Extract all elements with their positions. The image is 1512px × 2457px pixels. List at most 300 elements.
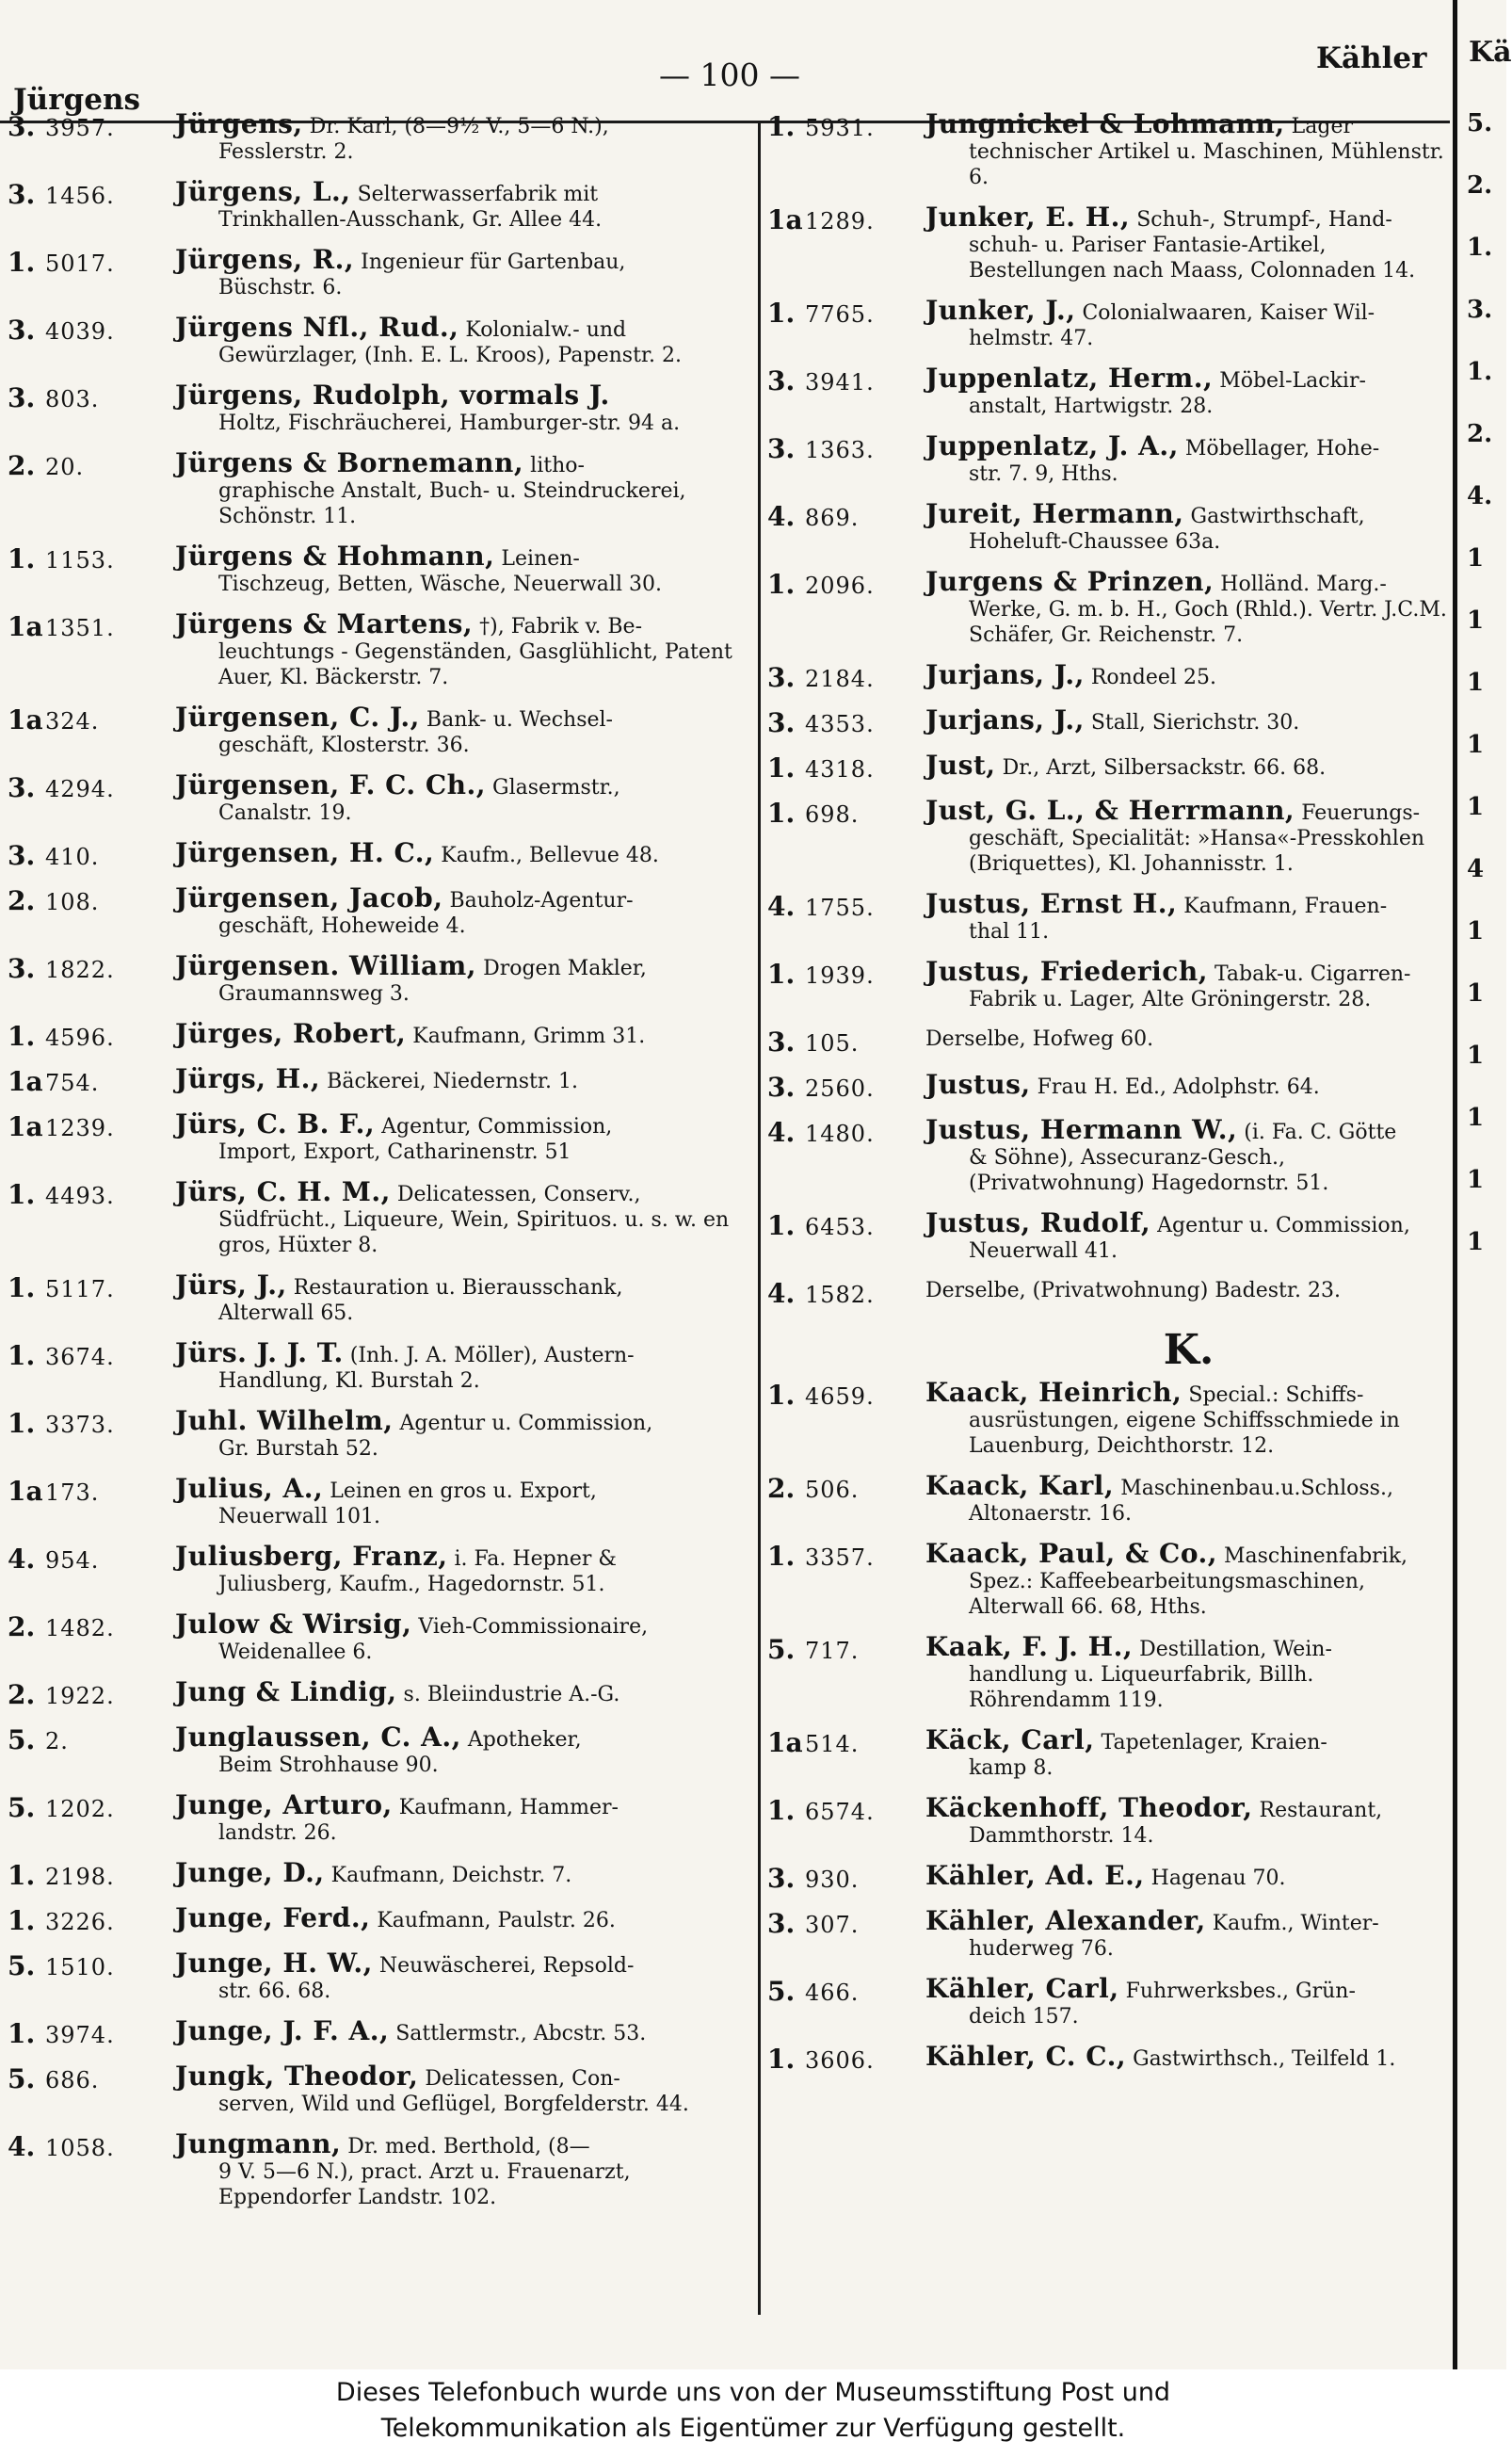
directory-entry [767, 430, 1450, 487]
entry-details: Bank- u. Wechsel- [426, 708, 613, 732]
phone-number: 869. [805, 505, 860, 531]
entry-number [8, 179, 175, 210]
edge-exchange-code: 1 [1467, 669, 1485, 697]
edge-exchange-code: 2. [1467, 420, 1493, 448]
directory-entry [8, 1337, 751, 1394]
page-number: — 100 — [659, 57, 800, 93]
directory-entry [767, 795, 1450, 877]
subscriber-name: Kähler, Alexander, [925, 1905, 1206, 1936]
subscriber-name: Kähler, C. C., [925, 2041, 1127, 2072]
entry-first-line [175, 1857, 751, 1888]
directory-entry [8, 837, 751, 871]
phone-number: 3606. [805, 2047, 875, 2074]
phone-number: 1480. [805, 1121, 875, 1147]
entry-details: Kaufmann, Hammer- [398, 1796, 619, 1819]
phone-number: 4596. [45, 1025, 115, 1051]
exchange-code: 3. [767, 662, 796, 693]
entry-first-line [925, 1538, 1450, 1569]
entry-first-line [925, 1792, 1450, 1823]
subscriber-name: Jureit, Hermann, [925, 498, 1184, 529]
directory-entry [8, 2128, 751, 2210]
subscriber-name: Jürs, C. H. M., [175, 1176, 391, 1207]
entry-details: Agentur, Commission, [381, 1115, 613, 1139]
entry-body [175, 769, 751, 826]
entry-details: Restauration u. Bierausschank, [293, 1276, 623, 1300]
directory-entry [8, 244, 751, 300]
left-column [8, 108, 751, 2224]
directory-entry [767, 888, 1450, 945]
phone-number: 1202. [45, 1796, 115, 1822]
entry-continuation: Neuerwall 101. [218, 1505, 380, 1528]
entry-number [8, 840, 175, 871]
entry-first-line [175, 2015, 751, 2046]
entry-number [767, 569, 925, 600]
directory-entry [8, 882, 751, 939]
entry-continuation: str. 7. 9, Hths. [969, 462, 1118, 486]
exchange-code: 3. [767, 433, 796, 464]
entry-details: Frau H. Ed., Adolphstr. 64. [1037, 1075, 1320, 1099]
entry-number [8, 111, 175, 142]
entry-details: i. Fa. Hepner & [454, 1547, 617, 1571]
entry-number [8, 885, 175, 916]
exchange-code: 1. [8, 1179, 36, 1210]
entry-number [767, 111, 925, 142]
entry-details: Sattlermstr., Abcstr. 53. [395, 2022, 647, 2045]
entry-body [925, 1905, 1450, 1962]
entry-body [925, 1377, 1450, 1459]
directory-entry [767, 1905, 1450, 1962]
entry-number [8, 1272, 175, 1303]
phone-number: 5931. [805, 115, 875, 141]
exchange-code: 1a [8, 1066, 43, 1097]
entry-body [175, 2015, 751, 2046]
entry-details: Colonialwaaren, Kaiser Wil- [1082, 301, 1375, 325]
entry-details: Lager [1291, 115, 1354, 138]
exchange-code: 1. [8, 1021, 36, 1052]
exchange-code: 4. [8, 2131, 36, 2162]
directory-entry [767, 1860, 1450, 1894]
entry-details: Glasermstr., [492, 776, 620, 800]
directory-entry [767, 1973, 1450, 2029]
subscriber-name: Junge, H. W., [175, 1948, 373, 1979]
exchange-code: 1. [767, 1795, 796, 1826]
entry-continuation: graphische Anstalt, Buch- u. Steindruckerei, Schönstr. 11. [218, 479, 686, 528]
directory-entry [767, 1377, 1450, 1459]
entry-details: Dr., Arzt, Silbersackstr. 66. 68. [1002, 756, 1327, 780]
entry-body [925, 498, 1450, 555]
directory-entry [8, 1541, 751, 1597]
exchange-code: 3. [8, 840, 36, 871]
entry-body [175, 1018, 751, 1049]
entry-number [767, 2044, 925, 2075]
middle-column [767, 108, 1450, 2089]
entry-body [175, 108, 751, 165]
entry-body [175, 2128, 751, 2210]
entry-number [767, 1727, 925, 1758]
exchange-code: 1. [8, 247, 36, 278]
edge-exchange-code: 1 [1467, 1042, 1485, 1070]
edge-exchange-code: 1 [1467, 544, 1485, 573]
entry-number [767, 798, 925, 829]
directory-entry [8, 1405, 751, 1462]
entry-body [175, 1473, 751, 1529]
exchange-code: 3. [8, 315, 36, 346]
column-divider [758, 121, 761, 2315]
entry-continuation: Neuerwall 41. [969, 1239, 1118, 1263]
entry-number [8, 1476, 175, 1507]
subscriber-name: Junglaussen, C. A., [175, 1722, 461, 1753]
phone-number: 3357. [805, 1544, 875, 1571]
exchange-code: 1. [8, 1408, 36, 1439]
entry-details: litho- [530, 454, 585, 477]
entry-first-line [925, 1207, 1450, 1238]
subscriber-name: Junge, Arturo, [175, 1789, 393, 1820]
directory-entry [8, 108, 751, 165]
entry-details: Maschinenfabrik, [1224, 1544, 1408, 1568]
entry-first-line [175, 950, 751, 981]
subscriber-name: Kähler, Carl, [925, 1973, 1119, 2004]
directory-entry [8, 176, 751, 233]
entry-first-line [175, 1176, 751, 1207]
entry-number [8, 1679, 175, 1710]
entry-first-line [175, 1269, 751, 1301]
phone-number: 2184. [805, 666, 875, 692]
directory-entry [767, 295, 1450, 351]
exchange-code: 1. [767, 569, 796, 600]
entry-body [925, 1538, 1450, 1620]
entry-body [175, 1063, 751, 1094]
entry-details: Kolonialw.- und [465, 318, 627, 342]
entry-number [767, 1634, 925, 1665]
entry-body [175, 1857, 751, 1888]
subscriber-name: Jürgensen. William, [175, 950, 477, 981]
entry-details: Dr. med. Berthold, (8— [347, 2135, 590, 2158]
directory-entry [767, 498, 1450, 555]
entry-details: Drogen Makler, [483, 957, 647, 980]
exchange-code: 4. [767, 1117, 796, 1148]
entry-body [175, 1269, 751, 1326]
phone-number: 1239. [45, 1115, 115, 1141]
entry-continuation: Hoheluft-Chaussee 63a. [969, 530, 1221, 554]
exchange-code: 3. [767, 1026, 796, 1058]
edge-exchange-code: 1 [1467, 1166, 1485, 1194]
entry-first-line [925, 1114, 1450, 1145]
entry-body [175, 882, 751, 939]
subscriber-name: Jürgensen, C. J., [175, 702, 420, 733]
entry-details: Destillation, Wein- [1139, 1638, 1332, 1661]
entry-number [767, 752, 925, 784]
directory-entry [767, 566, 1450, 648]
subscriber-name: Julow & Wirsig, [175, 1608, 412, 1640]
entry-body [925, 1114, 1450, 1196]
phone-number: 717. [805, 1638, 860, 1664]
edge-exchange-code: 5. [1467, 109, 1493, 137]
entry-first-line [925, 108, 1450, 139]
entry-details: †), Fabrik v. Be- [479, 615, 642, 638]
directory-entry [8, 608, 751, 690]
subscriber-name: Jürgens, [175, 108, 303, 139]
entry-first-line [175, 769, 751, 800]
subscriber-name: Justus, [925, 1069, 1031, 1100]
subscriber-name: Jürgensen, H. C., [175, 837, 435, 868]
exchange-code: 2. [8, 1679, 36, 1710]
directory-entry [767, 1792, 1450, 1849]
entry-details: Neuwäscherei, Repsold- [378, 1954, 635, 1978]
edge-exchange-code: 1 [1467, 1104, 1485, 1132]
entry-continuation: anstalt, Hartwigstr. 28. [969, 395, 1214, 418]
phone-number: 1351. [45, 615, 115, 641]
exchange-code: 1. [8, 1860, 36, 1891]
exchange-code: 1. [767, 111, 796, 142]
entry-first-line [175, 1676, 751, 1707]
directory-entry [8, 1857, 751, 1891]
subscriber-name: Jurgens & Prinzen, [925, 566, 1214, 597]
phone-number: 4353. [805, 711, 875, 737]
phone-number: 686. [45, 2067, 100, 2093]
exchange-code: 1. [8, 1272, 36, 1303]
entry-first-line [925, 659, 1450, 690]
entry-continuation: deich 157. [969, 2005, 1079, 2029]
phone-number: 3957. [45, 115, 115, 141]
entry-body [925, 956, 1450, 1012]
entry-first-line [925, 295, 1450, 326]
entry-body [925, 566, 1450, 648]
entry-continuation: kamp 8. [969, 1756, 1054, 1780]
subscriber-name: Jürgens & Hohmann, [175, 541, 495, 572]
entry-first-line [175, 382, 751, 411]
exchange-code: 3. [8, 772, 36, 803]
header-left-keyword: Jürgens [13, 83, 140, 117]
edge-exchange-code: 1. [1467, 234, 1493, 262]
entry-details: Delicatessen, Conserv., [396, 1183, 641, 1206]
exchange-code: 3. [767, 1908, 796, 1939]
directory-entry [8, 382, 751, 436]
entry-body [925, 2041, 1450, 2072]
entry-number [8, 1544, 175, 1575]
edge-exchange-code: 4 [1467, 855, 1485, 883]
entry-continuation: landstr. 26. [218, 1821, 337, 1845]
entry-continuation: Altonaerstr. 16. [969, 1502, 1133, 1526]
subscriber-name: Käck, Carl, [925, 1724, 1095, 1755]
phone-number: 1922. [45, 1683, 115, 1709]
entry-continuation: schuh- u. Pariser Fantasie-Artikel, Bestellungen nach Maass, Colonnaden 14. [969, 234, 1416, 283]
exchange-code: 1. [8, 2018, 36, 2049]
entry-body [925, 1860, 1450, 1891]
entry-first-line [925, 2041, 1450, 2072]
entry-first-line [175, 1950, 751, 1979]
entry-details: Vieh-Commissionaire, [418, 1615, 649, 1639]
subscriber-name: Julius, A., [175, 1473, 324, 1504]
phone-number: 410. [45, 844, 100, 870]
entry-details: Feuerungs- [1301, 801, 1421, 825]
entry-number [767, 1278, 925, 1309]
entry-body [925, 752, 1450, 781]
subscriber-name: Jürgens, L., [175, 176, 351, 207]
exchange-code: 1. [767, 959, 796, 990]
subscriber-name: Justus, Ernst H., [925, 888, 1178, 919]
exchange-code: 5. [8, 1950, 36, 1981]
exchange-code: 1a [767, 204, 803, 235]
phone-number: 3674. [45, 1344, 115, 1370]
entry-first-line [925, 1973, 1450, 2004]
directory-entry [767, 108, 1450, 190]
subscriber-name: Kähler, Ad. E., [925, 1860, 1145, 1891]
entry-details: Gastwirthsch., Teilfeld 1. [1133, 2047, 1396, 2071]
exchange-code: 5. [767, 1634, 796, 1665]
header-right-cut-keyword: Kä [1469, 36, 1512, 69]
footer-line-2: Telekommunikation als Eigentümer zur Verfügung gestellt. [380, 2414, 1126, 2443]
directory-entry [767, 659, 1450, 693]
entry-first-line [925, 888, 1450, 919]
exchange-code: 1a [8, 1476, 43, 1507]
subscriber-name: Jürgs, H., [175, 1063, 321, 1094]
entry-details: Schuh-, Strumpf-, Hand- [1136, 208, 1392, 232]
directory-entry [8, 1724, 751, 1778]
entry-continuation: Beim Strohhause 90. [218, 1754, 439, 1777]
exchange-code: 5. [767, 1976, 796, 2007]
entry-number [8, 1340, 175, 1371]
subscriber-name: Kaack, Heinrich, [925, 1377, 1182, 1408]
entry-body [925, 204, 1450, 283]
exchange-code: 1. [767, 2044, 796, 2075]
entry-first-line [175, 837, 751, 868]
entry-number [8, 1408, 175, 1439]
entry-body [925, 430, 1450, 487]
directory-entry [8, 1608, 751, 1665]
entry-number [767, 204, 925, 235]
exchange-code: 3. [767, 1072, 796, 1103]
edge-exchange-code: 1 [1467, 793, 1485, 821]
entry-body [925, 888, 1450, 945]
directory-entry [8, 447, 751, 529]
phone-number: 2096. [805, 573, 875, 599]
entry-continuation: geschäft, Specialität: »Hansa«-Presskohlen (Briquettes), Kl. Johannisstr. 1. [969, 827, 1425, 876]
exchange-code: 4. [767, 891, 796, 922]
entry-number [8, 1950, 175, 1981]
subscriber-name: Kaak, F. J. H., [925, 1631, 1134, 1662]
subscriber-name: Junge, D., [175, 1857, 325, 1888]
exchange-code: 3. [767, 707, 796, 738]
entry-body [925, 1026, 1450, 1052]
entry-continuation: Juliusberg, Kaufm., Hagedornstr. 51. [218, 1573, 605, 1596]
entry-first-line [175, 1902, 751, 1933]
directory-entry [767, 1207, 1450, 1264]
entry-number [767, 707, 925, 738]
entry-details: Apotheker, [467, 1728, 582, 1752]
directory-entry [8, 1269, 751, 1326]
entry-first-line [175, 543, 751, 572]
entry-number [8, 772, 175, 803]
entry-details: Delicatessen, Con- [425, 2067, 620, 2091]
directory-entry [767, 752, 1450, 784]
phone-number: 2560. [805, 1075, 875, 1102]
phone-number: 698. [805, 801, 860, 828]
entry-continuation: Tischzeug, Betten, Wäsche, Neuerwall 30. [218, 573, 662, 596]
subscriber-name: Jürs, C. B. F., [175, 1108, 376, 1140]
entry-details: Kaufmann, Frauen- [1183, 895, 1388, 918]
edge-exchange-code: 2. [1467, 171, 1493, 200]
phone-number: 4294. [45, 776, 115, 802]
subscriber-name: Jung & Lindig, [175, 1676, 397, 1707]
entry-first-line [925, 1026, 1450, 1052]
entry-details: Bauholz-Agentur- [449, 889, 634, 913]
entry-continuation: Fesslerstr. 2. [218, 140, 354, 164]
entry-body [175, 704, 751, 758]
entry-number [767, 501, 925, 532]
subscriber-name: Justus, Rudolf, [925, 1207, 1151, 1238]
header-right-keyword: Kähler [1316, 41, 1427, 75]
entry-continuation: Canalstr. 19. [218, 801, 352, 825]
entry-number [767, 1380, 925, 1411]
entry-number [8, 1179, 175, 1210]
entry-body [175, 1405, 751, 1462]
directory-entry [8, 1676, 751, 1710]
exchange-code: 1a [8, 704, 43, 735]
entry-number [767, 1976, 925, 2007]
directory-entry [8, 2063, 751, 2117]
phone-number: 1363. [805, 437, 875, 463]
subscriber-name: Jürges, Robert, [175, 1018, 407, 1049]
phone-number: 3226. [45, 1909, 115, 1935]
entry-number [8, 2018, 175, 2049]
directory-entry [767, 365, 1450, 419]
phone-number: 930. [805, 1867, 860, 1893]
directory-entry [767, 1724, 1450, 1781]
exchange-code: 3. [767, 365, 796, 396]
entry-number [767, 1117, 925, 1148]
entry-first-line [925, 1470, 1450, 1501]
entry-number [8, 1111, 175, 1142]
entry-details: Leinen en gros u. Export, [330, 1479, 597, 1503]
entry-first-line [175, 1405, 751, 1436]
entry-first-line [925, 956, 1450, 987]
phone-number: 1582. [805, 1282, 875, 1308]
entry-continuation: handlung u. Liqueurfabrik, Billh. Röhrendamm 119. [969, 1663, 1314, 1712]
entry-continuation: huderweg 76. [969, 1937, 1114, 1961]
edge-exchange-code: 1 [1467, 731, 1485, 759]
directory-entry [8, 1063, 751, 1097]
entry-details: Bäckerei, Niedernstr. 1. [327, 1070, 578, 1093]
entry-body [175, 244, 751, 300]
subscriber-name: Kaack, Karl, [925, 1470, 1115, 1501]
entry-number [8, 1860, 175, 1891]
subscriber-name: Jürgens, R., [175, 244, 355, 275]
subscriber-name: Juppenlatz, J. A., [925, 430, 1179, 461]
subscriber-name: Jürgens & Bornemann, [175, 447, 524, 478]
exchange-code: 1. [8, 1905, 36, 1936]
directory-entry [8, 1902, 751, 1936]
entry-number [8, 1066, 175, 1097]
entry-first-line [175, 1473, 751, 1504]
entry-body [175, 176, 751, 233]
entry-body [175, 837, 751, 868]
entry-number [8, 247, 175, 278]
entry-body [175, 1789, 751, 1846]
phone-number: 307. [805, 1912, 860, 1938]
phone-number: 173. [45, 1479, 100, 1506]
entry-first-line [925, 1278, 1450, 1303]
exchange-code: 1a [8, 1111, 43, 1142]
entry-first-line [925, 704, 1450, 735]
entry-body [925, 1470, 1450, 1527]
entry-number [8, 382, 175, 413]
subscriber-name: Jürgens, Rudolph, vormals J. [175, 380, 610, 411]
directory-entry [8, 1018, 751, 1052]
entry-details: Kaufmann, Paulstr. 26. [377, 1909, 616, 1932]
phone-number: 20. [45, 454, 85, 480]
exchange-code: 1. [767, 1541, 796, 1572]
entry-number [767, 1908, 925, 1939]
